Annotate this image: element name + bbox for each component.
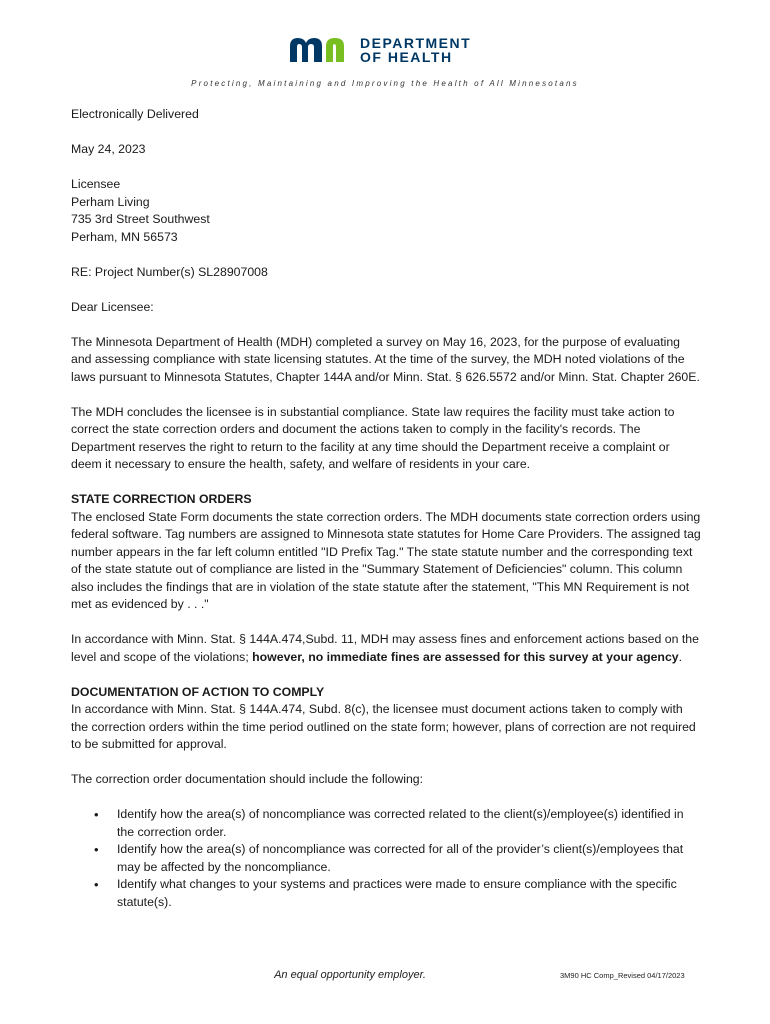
documentation-list <box>71 806 701 911</box>
fines-end: . <box>678 649 683 664</box>
letter-date: May 24, 2023 <box>71 142 146 156</box>
paragraph-survey: The Minnesota Department of Health (MDH) completed a survey on May 16, 2023, for the purpose of evaluating and assessing compliance with state licensing statutes. At the time of the survey, the MDH noted violations of the laws pursuant to Minnesota Statutes, Chapter 144A and/or Minn. Stat. § 626.5572 and/or Minn. Stat. Chapter 260E. <box>71 334 700 384</box>
paragraph-documentation: In accordance with Minn. Stat. § 144A.474, Subd. 8(c), the licensee must document actions taken to comply with the correction orders within the time period outlined on the state form; however, plans of correction are not required to be submitted for approval. <box>71 702 696 751</box>
heading-documentation: DOCUMENTATION OF ACTION TO COMPLY <box>71 684 325 699</box>
list-item: • Identify what changes to your systems and practices were made to ensure compliance with the specific statute(s). <box>71 876 701 911</box>
logo-wordmark <box>360 36 471 64</box>
paragraph-fines <box>71 631 701 666</box>
heading-state-correction-orders: STATE CORRECTION ORDERS <box>71 492 252 506</box>
paragraph-include: The correction order documentation should include the following: <box>71 772 424 786</box>
recipient-address <box>71 176 701 246</box>
logo-line-2: OF HEALTH <box>360 49 453 65</box>
fines-bold-text: however, no immediate fines are assessed for this survey at your agency <box>252 649 679 664</box>
list-item: • Identify how the area(s) of noncompliance was corrected for all of the provider’s client(s)/employees that may be affected by the noncompliance. <box>71 841 701 876</box>
salutation: Dear Licensee: <box>71 299 154 314</box>
logo-line-1: DEPARTMENT <box>360 35 472 51</box>
re-line: RE: Project Number(s) SL28907008 <box>71 264 268 279</box>
list-item: • Identify how the area(s) of noncompliance was corrected related to the client(s)/employee(s) identified in the correction order. <box>71 806 701 841</box>
mn-logo-icon <box>288 36 354 64</box>
paragraph-compliance: The MDH concludes the licensee is in substantial compliance. State law requires the facility must take action to correct the state correction orders and document the actions taken to comply in the facility's records. The Department reserves the right to return to the facility at any time should the Department receive a complaint or deem it necessary to ensure the health, safety, and welfare of residents in your care. <box>71 404 675 471</box>
delivery-method: Electronically Delivered <box>71 107 199 121</box>
address-line: Licensee <box>71 177 121 191</box>
mdh-logo <box>288 36 488 68</box>
letter-body <box>71 106 701 911</box>
address-line: Perham Living <box>71 194 150 209</box>
paragraph-state-form: The enclosed State Form documents the state correction orders. The MDH documents state correction orders using federal software. Tag numbers are assigned to Minnesota state statutes for Home Care Providers. The assigned tag number appears in the far left column entitled "ID Prefix Tag." The state statute number and the corresponding text of the state statute out of compliance are listed in the "Summary Statement of Deficiencies" column. This column also includes the findings that are in violation of the state statute after the statement, "This MN Requirement is not met as evidenced by . . ." <box>71 509 701 611</box>
address-line: 735 3rd Street Southwest <box>71 212 210 226</box>
footer-eoe: An equal opportunity employer. <box>274 969 426 981</box>
address-line: Perham, MN 56573 <box>71 229 178 244</box>
footer-form-id: 3M90 HC Comp_Revised 04/17/2023 <box>560 971 685 980</box>
fines-text: In accordance with Minn. Stat. § 144A.474,Subd. 11, MDH may assess fines and enforcement actions based on the level and scope of the violations; <box>71 632 699 664</box>
tagline: Protecting, Maintaining and Improving the Health of All Minnesotans <box>191 79 579 88</box>
